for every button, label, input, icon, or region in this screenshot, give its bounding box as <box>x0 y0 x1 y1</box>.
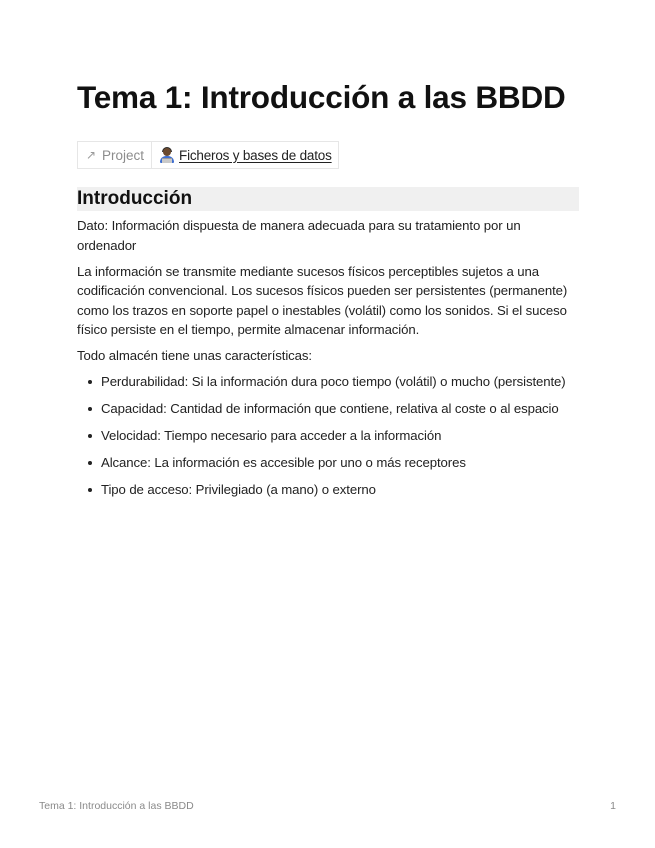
list-item <box>77 426 577 446</box>
property-name-project <box>78 142 152 168</box>
list-item-text: Capacidad: Cantidad de información que contiene, relativa al coste o al espacio <box>101 401 559 416</box>
bullet-icon <box>88 488 92 492</box>
section-heading: Introducción <box>77 187 579 211</box>
list-item-text: Velocidad: Tiempo necesario para acceder a la información <box>101 428 442 443</box>
bullet-icon <box>88 380 92 384</box>
arrow-up-right-icon: ↗ <box>86 148 97 162</box>
paragraph-characteristics-intro: Todo almacén tiene unas características: <box>77 348 312 363</box>
list-item <box>77 372 577 392</box>
footer-title: Tema 1: Introducción a las BBDD <box>39 800 194 812</box>
list-item <box>77 399 577 419</box>
page-title: Tema 1: Introducción a las BBDD <box>77 79 566 115</box>
footer-page-number: 1 <box>610 800 616 812</box>
list-item <box>77 453 577 473</box>
bullet-icon <box>88 434 92 438</box>
property-label: Project <box>102 147 145 163</box>
project-link[interactable]: Ficheros y bases de datos <box>179 147 332 163</box>
property-value-project[interactable] <box>152 142 338 168</box>
person-with-laptop-icon <box>159 148 174 163</box>
bullet-icon <box>88 461 92 465</box>
section-content <box>77 216 577 507</box>
list-item-text: Alcance: La información es accesible por uno o más receptores <box>101 455 466 470</box>
bullet-icon <box>88 407 92 411</box>
characteristics-list <box>77 372 577 500</box>
list-item <box>77 480 577 500</box>
list-item-text: Perdurabilidad: Si la información dura poco tiempo (volátil) o mucho (persistente) <box>101 374 566 389</box>
paragraph-transmission: La información se transmite mediante sucesos físicos perceptibles sujetos a una codificación convencional. Los sucesos físicos pueden ser persistentes (permanente) como los trazos en soporte papel o inestables (volátil) como los sonidos. Si el suceso físico persiste en el tiempo, permite almacenar información. <box>77 263 568 337</box>
paragraph-definition: Dato: Información dispuesta de manera adecuada para su tratamiento por un ordenador <box>77 218 521 253</box>
list-item-text: Tipo de acceso: Privilegiado (a mano) o externo <box>101 482 376 497</box>
property-row <box>77 141 339 169</box>
